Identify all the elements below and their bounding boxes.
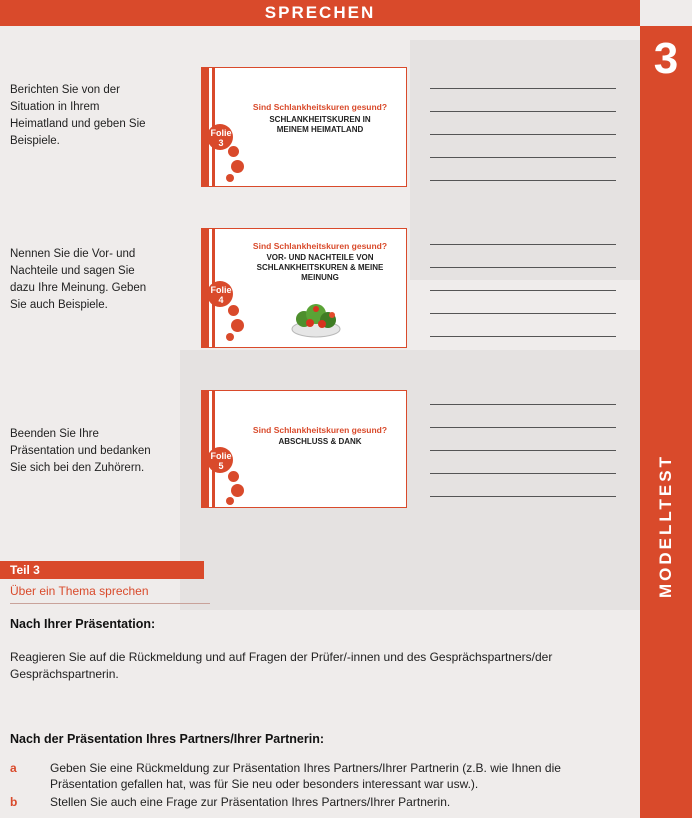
decor-dot [226,497,234,505]
heading-after-presentation: Nach Ihrer Präsentation: [10,617,156,631]
answer-lines [430,244,616,359]
decor-dot [228,305,239,316]
slide-card [201,390,407,508]
slide-card [201,228,407,348]
list-marker: a [10,761,17,775]
decor-dot [226,174,234,182]
slide-title: VOR- UND NACHTEILE VON SCHLANKHEITSKUREN & MEINE MEINUNG [256,253,384,282]
answer-lines [430,404,616,519]
decor-dot [226,333,234,341]
slide-question: Sind Schlankheitskuren gesund? [252,102,388,112]
slide-question: Sind Schlankheitskuren gesund? [252,241,388,251]
slide-question: Sind Schlankheitskuren gesund? [252,425,388,435]
background-texture [160,255,168,289]
slide-card [201,67,407,187]
list-item [10,794,610,810]
slide-title: SCHLANKHEITSKUREN IN MEINEM HEIMATLAND [269,115,371,134]
teil-subtitle: Über ein Thema sprechen [10,584,149,598]
divider [10,603,210,604]
paragraph-feedback: Reagieren Sie auf die Rückmeldung und auf Fragen der Prüfer/-innen und des Gesprächspartners/der Gesprächspartnerin. [10,650,553,681]
decor-dot [231,484,244,497]
chapter-sidebar [640,26,692,818]
folie-label: Folie 3 [210,128,232,148]
folie-label: Folie 5 [210,451,232,471]
decor-dot [231,160,244,173]
list-item [10,760,610,792]
slide-rail [202,391,209,507]
decor-dot [231,319,244,332]
heading-partner-presentation: Nach der Präsentation Ihres Partners/Ihrer Partnerin: [10,732,324,746]
decor-dot [228,471,239,482]
answer-lines [430,88,616,203]
sidebar-label: MODELLTEST [656,454,675,598]
teil-label: Teil 3 [0,561,204,579]
instruction-text: Nennen Sie die Vor- und Nachteile und sagen Sie dazu Ihre Meinung. Geben Sie auch Beispiele. [10,248,147,311]
list-item-text: Stellen Sie auch eine Frage zur Präsentation Ihres Partners/Ihrer Partnerin. [50,795,451,809]
chapter-number: 3 [653,34,679,83]
section-header: SPRECHEN [0,0,640,26]
instruction-text: Beenden Sie Ihre Präsentation und bedanken Sie sich bei den Zuhörern. [10,428,151,474]
sidebar-label-wrap [640,446,692,606]
slide-title: ABSCHLUSS & DANK [278,437,362,446]
salad-bowl-icon [288,299,344,339]
list-marker: b [10,795,18,809]
instruction-text: Berichten Sie von der Situation in Ihrem Heimatland und geben Sie Beispiele. [10,84,146,147]
decor-dot [228,146,239,157]
list-item-text: Geben Sie eine Rückmeldung zur Präsentation Ihres Partners/Ihrer Partnerin (z.B. wie Ihnen die Präsentation gefallen hat, was für Sie neu oder besonders interessant war usw.). [50,761,561,791]
slide-rail [202,68,209,186]
folie-label: Folie 4 [210,285,232,305]
